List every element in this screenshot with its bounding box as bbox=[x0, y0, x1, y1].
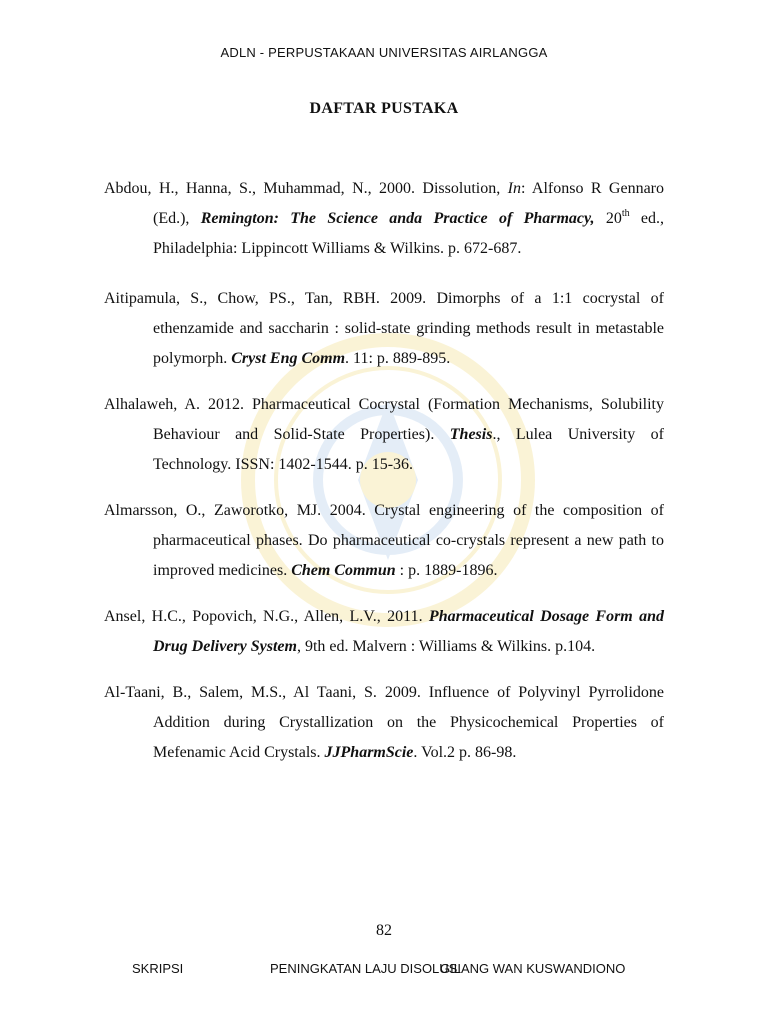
reference-list bbox=[104, 174, 664, 784]
reference-item: Almarsson, O., Zaworotko, MJ. 2004. Crystal engineering of the composition of pharmaceutical phases. Do pharmaceutical co-crystals represent a new path to improved medicines. Chem Commun : p. 1889-1896. bbox=[104, 502, 664, 579]
reference-item: Aitipamula, S., Chow, PS., Tan, RBH. 2009. Dimorphs of a 1:1 cocrystal of ethenzamide and saccharin : solid-state grinding methods result in metastable polymorph. Cryst Eng Comm. 11: p. 889-895. bbox=[104, 290, 664, 367]
reference-source-title: Thesis bbox=[449, 426, 493, 443]
page-header: ADLN - PERPUSTAKAAN UNIVERSITAS AIRLANGGA bbox=[220, 45, 548, 60]
page-number: 82 bbox=[376, 922, 392, 939]
reference-source-title: Pharmaceutical Dosage Form and Drug Delivery System bbox=[153, 608, 664, 655]
reference-item: Alhalaweh, A. 2012. Pharmaceutical Cocrystal (Formation Mechanisms, Solubility Behaviour and Solid-State Properties). Thesis., Lulea University of Technology. ISSN: 1402-1544. p. 15-36. bbox=[104, 396, 665, 473]
footer-left: SKRIPSI bbox=[132, 961, 184, 976]
footer-right: GILANG WAN KUSWANDIONO bbox=[440, 961, 626, 976]
reference-source-title: JJPharmScie bbox=[324, 744, 414, 761]
reference-item: Al-Taani, B., Salem, M.S., Al Taani, S. 2009. Influence of Polyvinyl Pyrrolidone Addition during Crystallization on the Physicochemical Properties of Mefenamic Acid Crystals. JJPharmScie. Vol.2 p. 86-98. bbox=[104, 684, 664, 761]
page-title: DAFTAR PUSTAKA bbox=[309, 100, 459, 117]
reference-source-title: Remington: The Science anda Practice of Pharmacy, bbox=[200, 210, 595, 227]
reference-item: Ansel, H.C., Popovich, N.G., Allen, L.V., 2011. Pharmaceutical Dosage Form and Drug Delivery System, 9th ed. Malvern : Williams & Wilkins. p.104. bbox=[104, 608, 664, 655]
footer-center: PENINGKATAN LAJU DISOLUSI bbox=[270, 961, 461, 976]
reference-item: Abdou, H., Hanna, S., Muhammad, N., 2000. Dissolution, In: Alfonso R Gennaro (Ed.), Remington: The Science anda Practice of Pharmacy, 20th ed., Philadelphia: Lippincott Williams & Wilkins. p. 672-687. bbox=[104, 180, 665, 257]
reference-source-title: Chem Commun bbox=[291, 562, 396, 579]
reference-source-title: Cryst Eng Comm bbox=[231, 350, 346, 367]
